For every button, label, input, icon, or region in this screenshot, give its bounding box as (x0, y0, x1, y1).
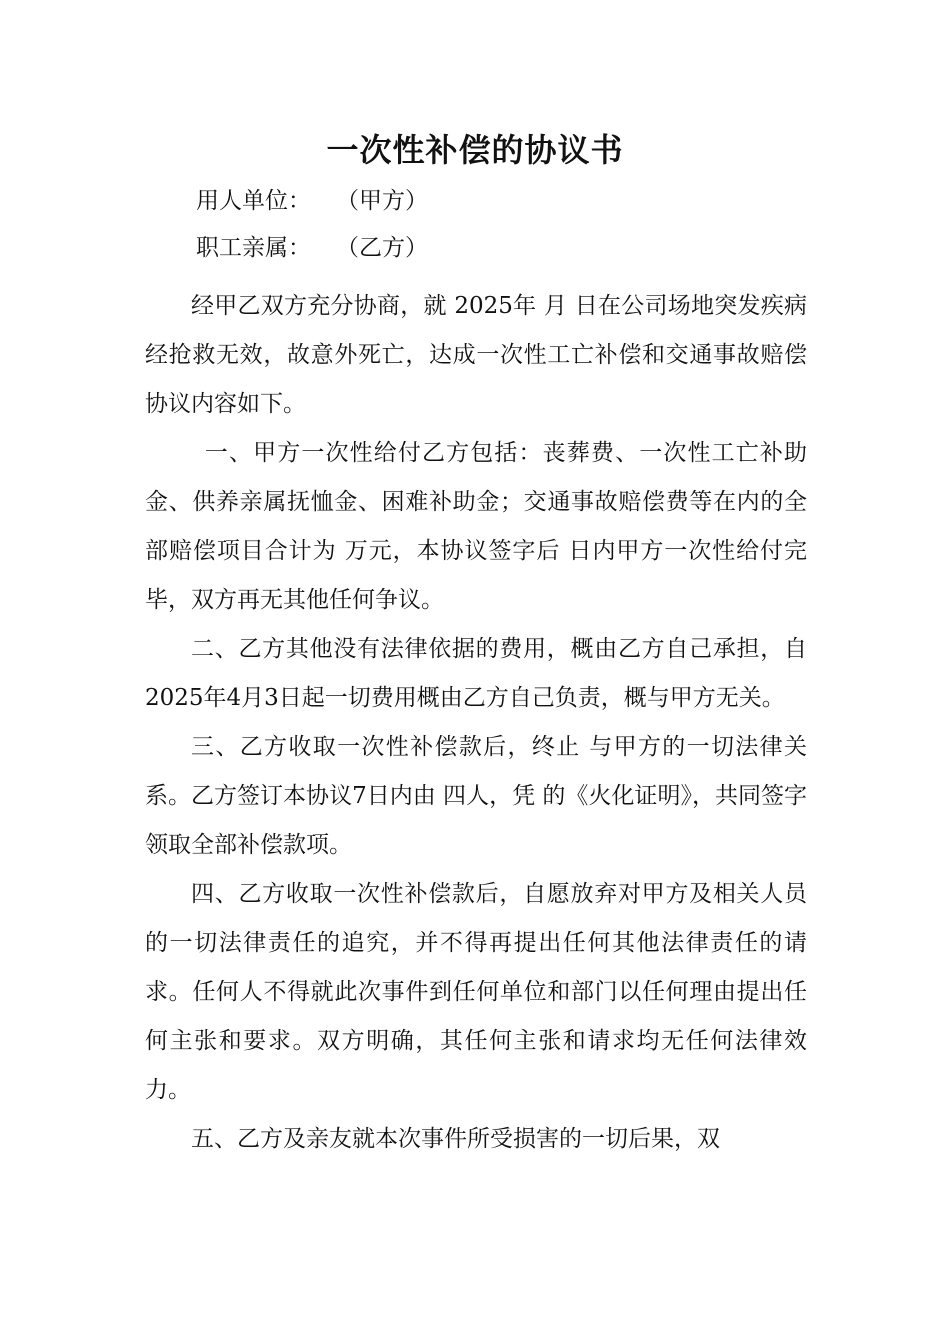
party-a-line (196, 186, 428, 216)
clause-5-paragraph: 五、乙方及亲友就本次事件所受损害的一切后果，双 (191, 1126, 720, 1152)
party-a-role: （甲方） (336, 188, 428, 214)
party-b-role: （乙方） (336, 235, 428, 261)
party-b-label: 职工亲属： (196, 235, 311, 261)
clause-3-paragraph: 三、乙方收取一次性补偿款后，终止 与甲方的一切法律关系。乙方签订本协议7日内由 四人，凭 的《火化证明》，共同签字领取全部补偿款项。 (145, 734, 807, 858)
clause-4-paragraph: 四、乙方收取一次性补偿款后，自愿放弃对甲方及相关人员的一切法律责任的追究，并不得再提出任何其他法律责任的请求。任何人不得就此次事件到任何单位和部门以任何理由提出任何主张和要求。双方明确，其任何主张和请求均无任何法律效力。 (145, 881, 807, 1103)
party-b-line (196, 233, 428, 263)
intro-paragraph: 经甲乙双方充分协商，就 2025年 月 日在公司场地突发疾病经抢救无效，故意外死亡，达成一次性工亡补偿和交通事故赔偿协议内容如下。 (145, 293, 807, 417)
clause-1-paragraph: 一、甲方一次性给付乙方包括：丧葬费、一次性工亡补助金、供养亲属抚恤金、困难补助金；交通事故赔偿费等在内的全部赔偿项目合计为 万元，本协议签字后 日内甲方一次性给付完毕，双方再无其他任何争议。 (145, 440, 807, 613)
clause-2-paragraph: 二、乙方其他没有法律依据的费用，概由乙方自己承担，自2025年4月3日起一切费用概由乙方自己负责，概与甲方无关。 (145, 636, 807, 711)
agreement-body (145, 282, 807, 1164)
party-a-label: 用人单位： (196, 188, 311, 214)
document-title: 一次性补偿的协议书 (326, 131, 624, 169)
